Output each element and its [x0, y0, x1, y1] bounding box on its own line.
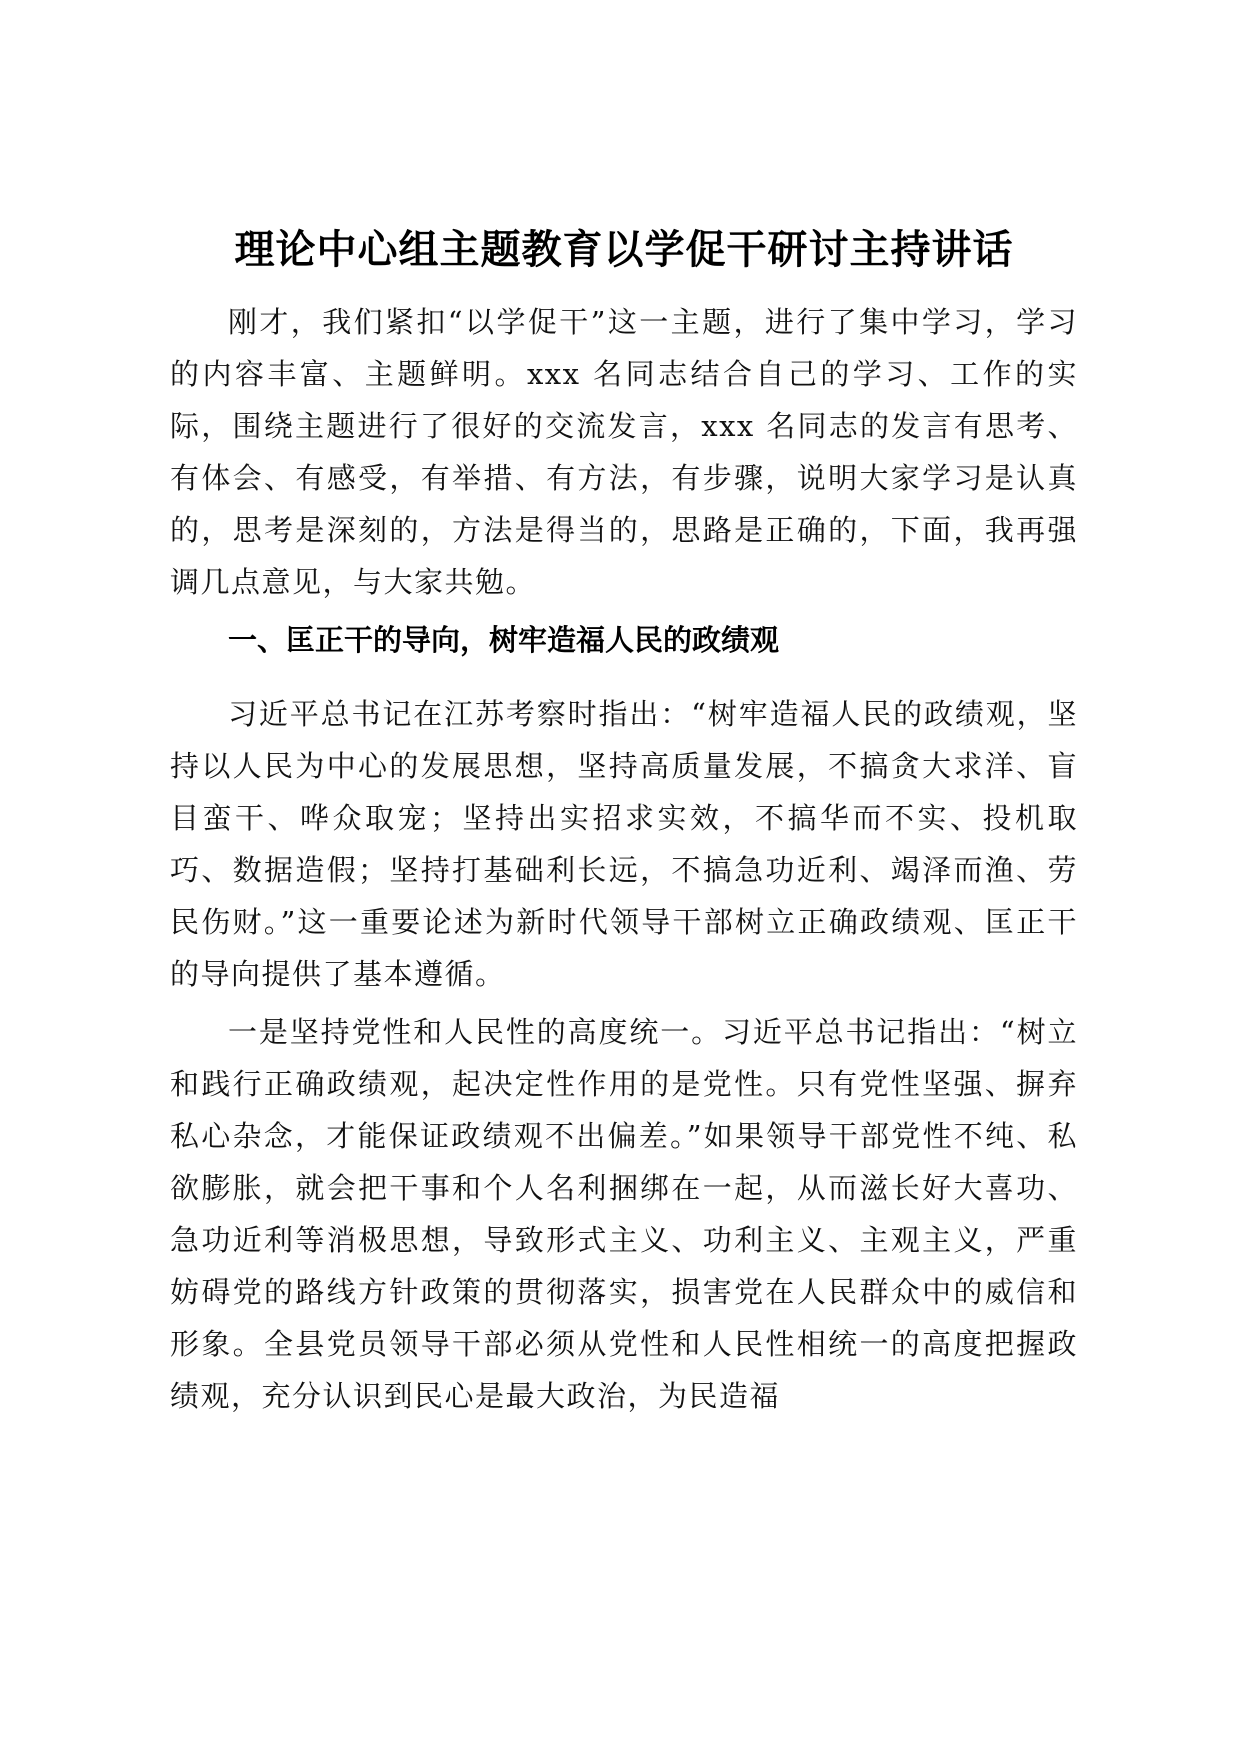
document-body [170, 222, 1078, 1428]
document-title: 理论中心组主题教育以学促干研讨主持讲话 [234, 227, 1014, 273]
section-heading: 一、匡正干的导向，树牢造福人民的政绩观 [228, 623, 780, 657]
body-paragraph: 一是坚持党性和人民性的高度统一。习近平总书记指出：“树立和践行正确政绩观，起决定性作用的是党性。只有党性坚强、摒弃私心杂念，才能保证政绩观不出偏差。”如果领导干部党性不纯、私欲膨胀，就会把干事和个人名利捆绑在一起，从而滋长好大喜功、急功近利等消极思想，导致形式主义、功利主义、主观主义，严重妨碍党的路线方针政策的贯彻落实，损害党在人民群众中的威信和形象。全县党员领导干部必须从党性和人民性相统一的高度把握政绩观，充分认识到民心是最大政治，为民造福 [170, 1015, 1078, 1413]
intro-paragraph: 刚才，我们紧扣“以学促干”这一主题，进行了集中学习，学习的内容丰富、主题鲜明。xxx 名同志结合自己的学习、工作的实际，围绕主题进行了很好的交流发言，xxx 名同志的发言有思考、有体会、有感受，有举措、有方法，有步骤，说明大家学习是认真的，思考是深刻的，方法是得当的，思路是正确的，下面，我再强调几点意见，与大家共勉。 [170, 305, 1078, 599]
body-paragraph: 习近平总书记在江苏考察时指出：“树牢造福人民的政绩观，坚持以人民为中心的发展思想，坚持高质量发展，不搞贪大求洋、盲目蛮干、哗众取宠；坚持出实招求实效，不搞华而不实、投机取巧、数据造假；坚持打基础利长远，不搞急功近利、竭泽而渔、劳民伤财。”这一重要论述为新时代领导干部树立正确政绩观、匡正干的导向提供了基本遵循。 [170, 697, 1078, 991]
